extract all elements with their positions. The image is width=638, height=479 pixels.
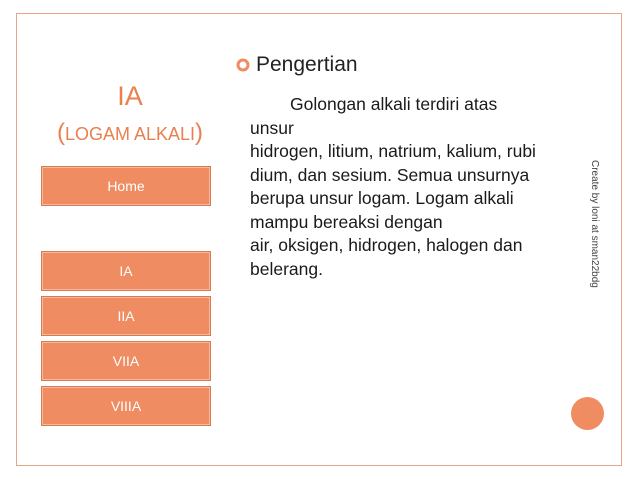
title-sub-open: ( — [56, 119, 65, 146]
ia-button[interactable]: IA — [41, 251, 211, 291]
title-sub-text: LOGAM ALKALI — [64, 124, 196, 144]
corner-circle-icon — [571, 397, 604, 430]
body-line-text: Golongan alkali terdiri atas — [290, 94, 498, 114]
body-text — [250, 93, 598, 281]
title-main: IA — [117, 81, 143, 111]
bullet-label: Pengertian — [256, 53, 358, 76]
home-button[interactable]: Home — [41, 166, 211, 206]
body-line: hidrogen, litium, natrium, kalium, rubi — [250, 141, 536, 161]
viia-button[interactable]: VIIA — [41, 341, 211, 381]
ring-bullet-icon — [236, 58, 250, 72]
body-line — [250, 93, 598, 117]
body-line: berupa unsur logam. Logam alkali — [250, 188, 514, 208]
body-line: air, oksigen, hidrogen, halogen dan — [250, 235, 523, 255]
body-line: unsur — [250, 117, 294, 138]
bullet-row — [236, 53, 358, 77]
viiia-button[interactable]: VIIIA — [41, 386, 211, 426]
body-line: mampu bereaksi dengan — [250, 211, 443, 232]
side-credit — [586, 160, 600, 320]
slide-title — [30, 80, 230, 149]
body-line: belerang. — [250, 258, 323, 279]
credit-text: Create by loni at sman22bdg — [589, 160, 600, 288]
title-sub — [30, 118, 230, 149]
body-line: dium, dan sesium. Semua unsurnya — [250, 164, 530, 185]
iia-button[interactable]: IIA — [41, 296, 211, 336]
title-sub-close: ) — [195, 119, 204, 146]
